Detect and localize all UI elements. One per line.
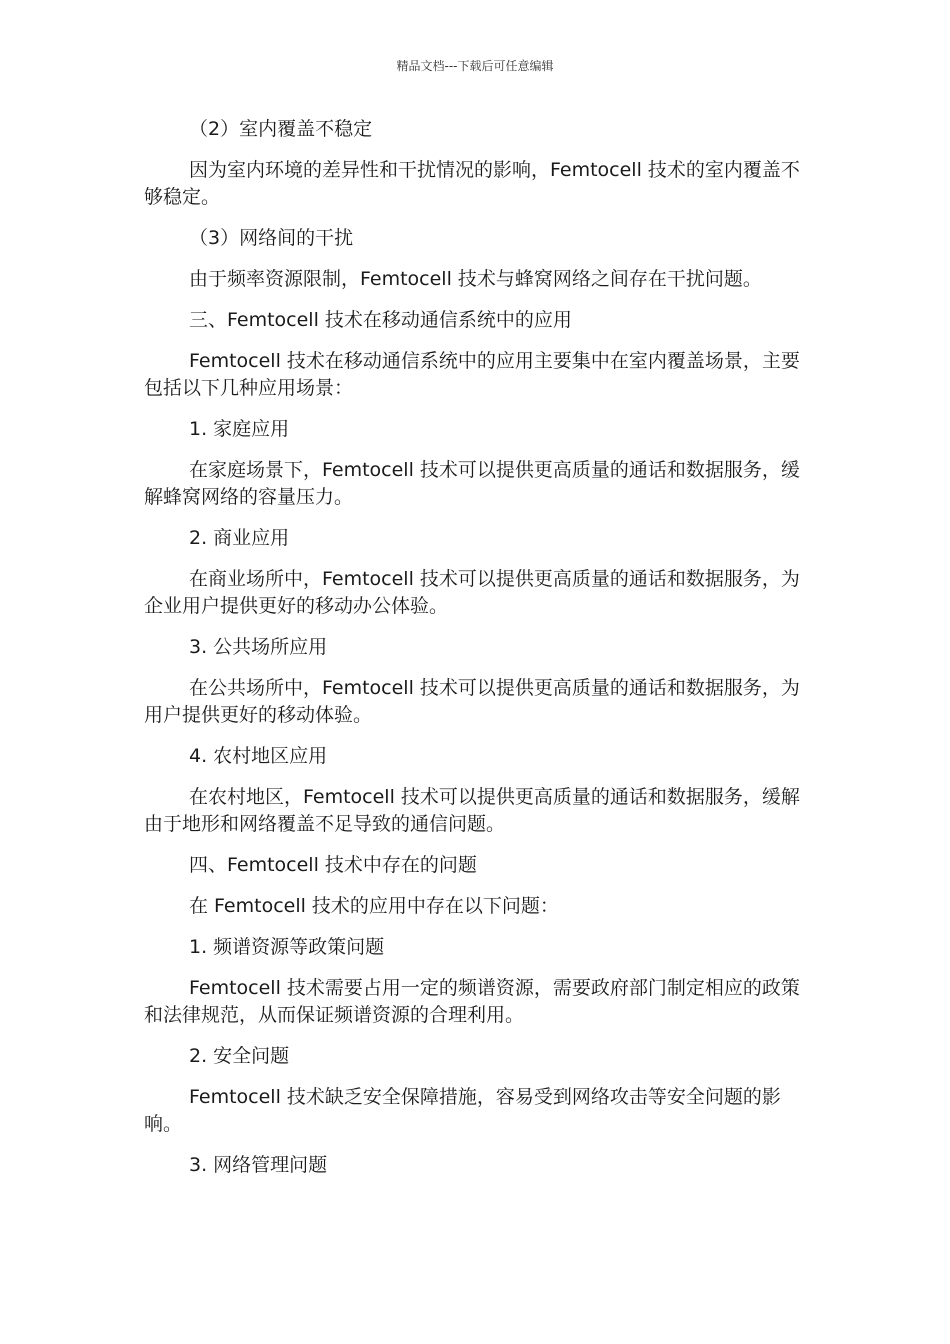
document-body [144,116,809,1193]
section-heading: 1. 家庭应用 [189,418,290,440]
page-header: 精品文档---下载后可任意编辑 [396,59,554,73]
paragraph: Femtocell 技术需要占用一定的频谱资源，需要政府部门制定相应的政策和法律规范，从而保证频谱资源的合理利用。 [144,977,800,1026]
paragraph: 在农村地区，Femtocell 技术可以提供更高质量的通话和数据服务，缓解由于地形和网络覆盖不足导致的通信问题。 [144,786,800,835]
section-heading: 3. 网络管理问题 [189,1154,328,1176]
section-heading: 三、Femtocell 技术在移动通信系统中的应用 [189,309,572,331]
intro-line: 在 Femtocell 技术的应用中存在以下问题： [189,895,559,917]
section-heading: 4. 农村地区应用 [189,745,328,767]
section-heading: 3. 公共场所应用 [189,636,328,658]
section-heading: 2. 安全问题 [189,1045,290,1067]
section-heading: 1. 频谱资源等政策问题 [189,936,385,958]
section-heading: 2. 商业应用 [189,527,290,549]
paragraph: 在商业场所中，Femtocell 技术可以提供更高质量的通话和数据服务，为企业用户提供更好的移动办公体验。 [144,568,800,617]
paragraph: Femtocell 技术在移动通信系统中的应用主要集中在室内覆盖场景，主要包括以下几种应用场景： [144,350,800,399]
section-heading: （3）网络间的干扰 [189,227,354,249]
paragraph: 由于频率资源限制，Femtocell 技术与蜂窝网络之间存在干扰问题。 [189,268,762,290]
paragraph: 在公共场所中，Femtocell 技术可以提供更高质量的通话和数据服务，为用户提供更好的移动体验。 [144,677,800,726]
paragraph: 在家庭场景下，Femtocell 技术可以提供更高质量的通话和数据服务，缓解蜂窝网络的容量压力。 [144,459,800,508]
section-heading: 四、Femtocell 技术中存在的问题 [189,854,477,876]
paragraph: Femtocell 技术缺乏安全保障措施，容易受到网络攻击等安全问题的影响。 [144,1086,781,1135]
paragraph: 因为室内环境的差异性和干扰情况的影响，Femtocell 技术的室内覆盖不够稳定。 [144,159,800,208]
section-heading: （2）室内覆盖不稳定 [189,118,373,140]
